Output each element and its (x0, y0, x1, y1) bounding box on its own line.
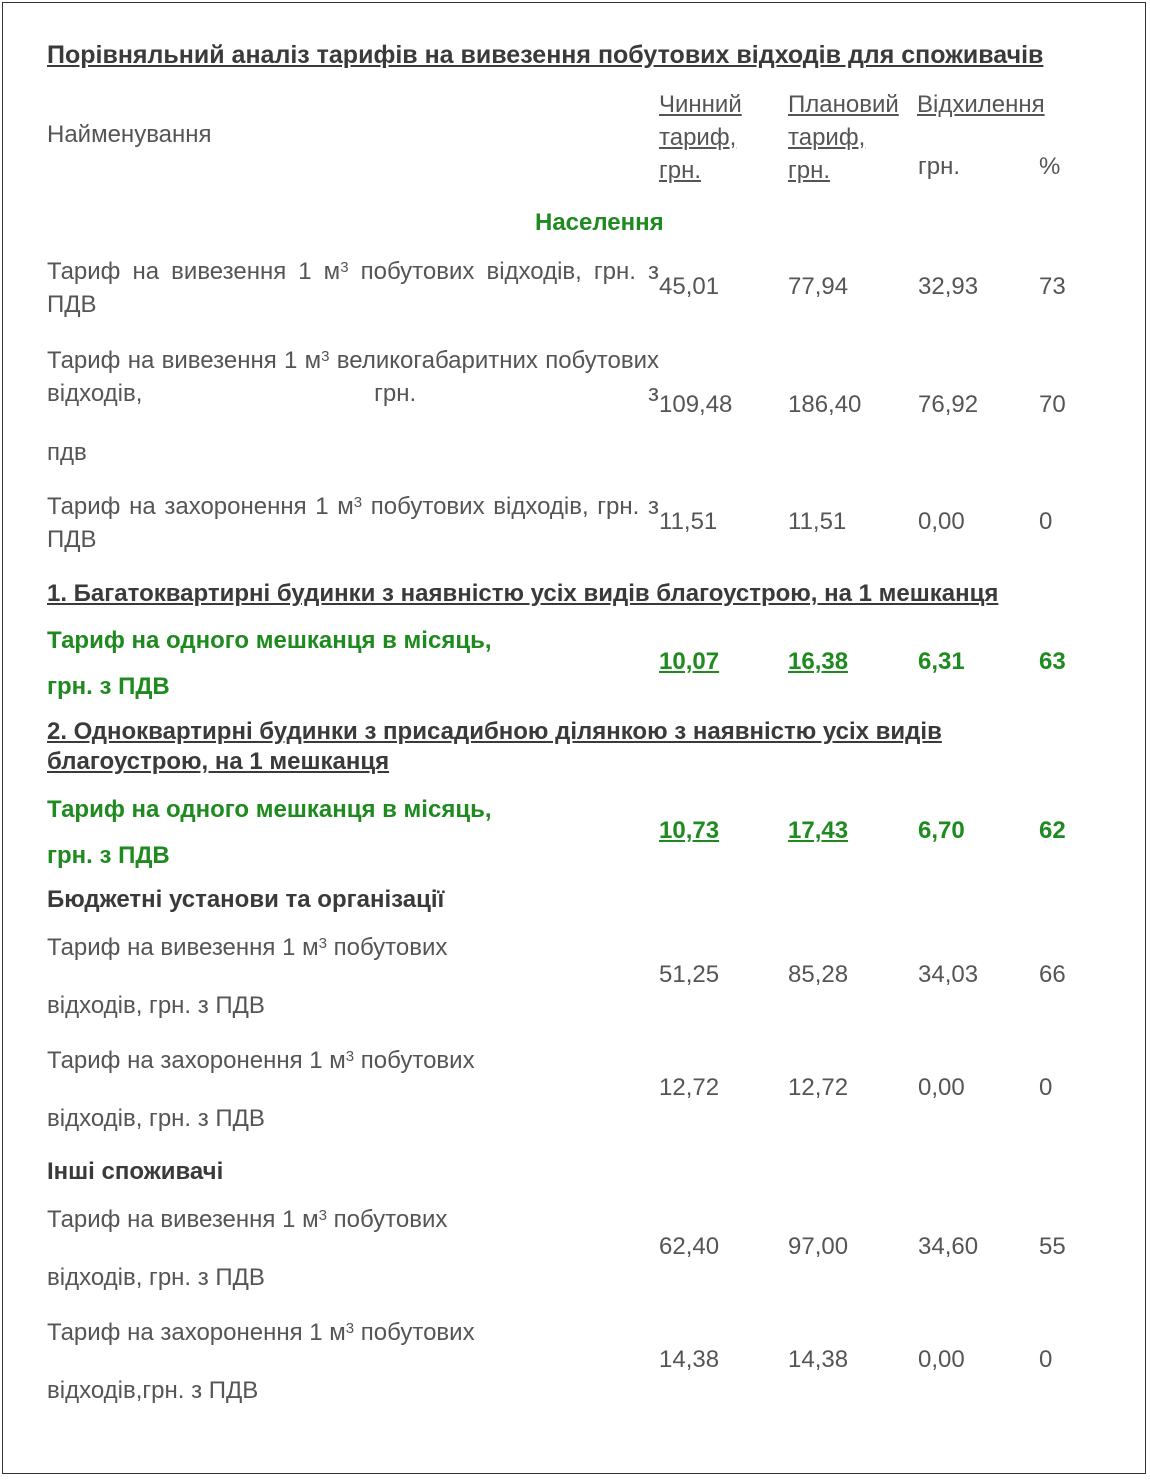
cell-planned: 97,00 (788, 1233, 849, 1260)
cell-dev-uah: 34,03 (918, 961, 979, 988)
cell-planned: 14,38 (788, 1346, 849, 1373)
cell-dev-uah: 0,00 (918, 508, 965, 535)
row-name: Тариф на захоронення 1 $м^3$ побутових (47, 1047, 475, 1074)
cell-dev-pct: 0 (1039, 1346, 1053, 1373)
row-name: Тариф на вивезення 1 $м^3$ побутових відходів, грн. з ПДВ (47, 258, 659, 318)
row-name-cont: відходів, грн. з ПДВ (47, 1264, 265, 1291)
cell-dev-uah: 6,70 (918, 817, 965, 844)
header-deviation[interactable]: Відхилення (917, 91, 1045, 118)
cell-dev-uah: 0,00 (918, 1346, 965, 1373)
cell-current-link[interactable]: 10,73 (659, 817, 720, 844)
cell-dev-uah: 6,31 (918, 648, 965, 675)
cell-dev-pct: 0 (1039, 508, 1053, 535)
cell-dev-pct: 55 (1039, 1233, 1066, 1260)
row-name: Тариф на вивезення 1 $м^3$ великогабаритних побутових відходів, грн. з (47, 347, 659, 407)
row-name-green: Тариф на одного мешканця в місяць, грн. з ПДВ (47, 796, 492, 869)
cell-current: 12,72 (659, 1074, 720, 1101)
cell-current: 109,48 (659, 391, 733, 418)
cell-dev-uah: 34,60 (918, 1233, 979, 1260)
cell-dev-pct: 63 (1039, 648, 1066, 675)
cell-dev-uah: 32,93 (918, 273, 979, 300)
cell-planned: 12,72 (788, 1074, 849, 1101)
cell-current-link[interactable]: 10,07 (659, 648, 720, 675)
cell-current: 62,40 (659, 1233, 720, 1260)
cell-planned: 85,28 (788, 961, 849, 988)
cell-dev-pct: 70 (1039, 391, 1066, 418)
cell-current: 51,25 (659, 961, 720, 988)
cell-planned: 186,40 (788, 391, 862, 418)
row-name-cont: пдв (47, 439, 87, 466)
cell-planned: 11,51 (788, 508, 847, 535)
header-current-tariff[interactable]: Чинний тариф, грн. (659, 91, 742, 184)
section-budget: Бюджетні установи та організації (47, 886, 445, 913)
cell-planned: 77,94 (788, 273, 849, 300)
page-title: Порівняльний аналіз тарифів на вивезення побутових відходів для споживачів (47, 41, 1044, 69)
cell-dev-pct: 62 (1039, 817, 1066, 844)
section-house[interactable]: 2. Одноквартирні будинки з присадибною ділянкою з наявністю усіх видів благоустрою, на 1 мешканця (47, 718, 942, 775)
section-apartment[interactable]: 1. Багатоквартирні будинки з наявністю усіх видів благоустрою, на 1 мешканця (47, 580, 999, 607)
row-name: Тариф на захоронення 1 $м^3$ побутових (47, 1319, 475, 1346)
header-planned-tariff[interactable]: Плановий тариф, грн. (788, 91, 899, 184)
cell-dev-pct: 73 (1039, 273, 1066, 300)
row-name-cont: відходів,грн. з ПДВ (47, 1377, 259, 1404)
cell-dev-pct: 0 (1039, 1074, 1053, 1101)
cell-dev-uah: 76,92 (918, 391, 979, 418)
section-others: Інші споживачі (47, 1158, 224, 1185)
cell-current: 45,01 (659, 273, 720, 300)
section-population: Населення (535, 209, 664, 236)
row-name: Тариф на вивезення 1 $м^3$ побутових (47, 1206, 448, 1233)
header-deviation-pct: % (1039, 153, 1061, 180)
cell-dev-pct: 66 (1039, 961, 1066, 988)
row-name-cont: відходів, грн. з ПДВ (47, 1105, 265, 1132)
cell-planned-link[interactable]: 17,43 (788, 817, 849, 844)
header-deviation-uah: грн. (918, 153, 961, 180)
row-name: Тариф на вивезення 1 $м^3$ побутових (47, 934, 448, 961)
row-name-green: Тариф на одного мешканця в місяць, грн. з ПДВ (47, 627, 492, 700)
cell-dev-uah: 0,00 (918, 1074, 965, 1101)
row-name-cont: відходів, грн. з ПДВ (47, 992, 265, 1019)
cell-current: 14,38 (659, 1346, 720, 1373)
header-name: Найменування (47, 121, 212, 148)
cell-current: 11,51 (659, 508, 718, 535)
row-name: Тариф на захоронення 1 $м^3$ побутових відходів, грн. з ПДВ (47, 493, 659, 553)
cell-planned-link[interactable]: 16,38 (788, 648, 849, 675)
